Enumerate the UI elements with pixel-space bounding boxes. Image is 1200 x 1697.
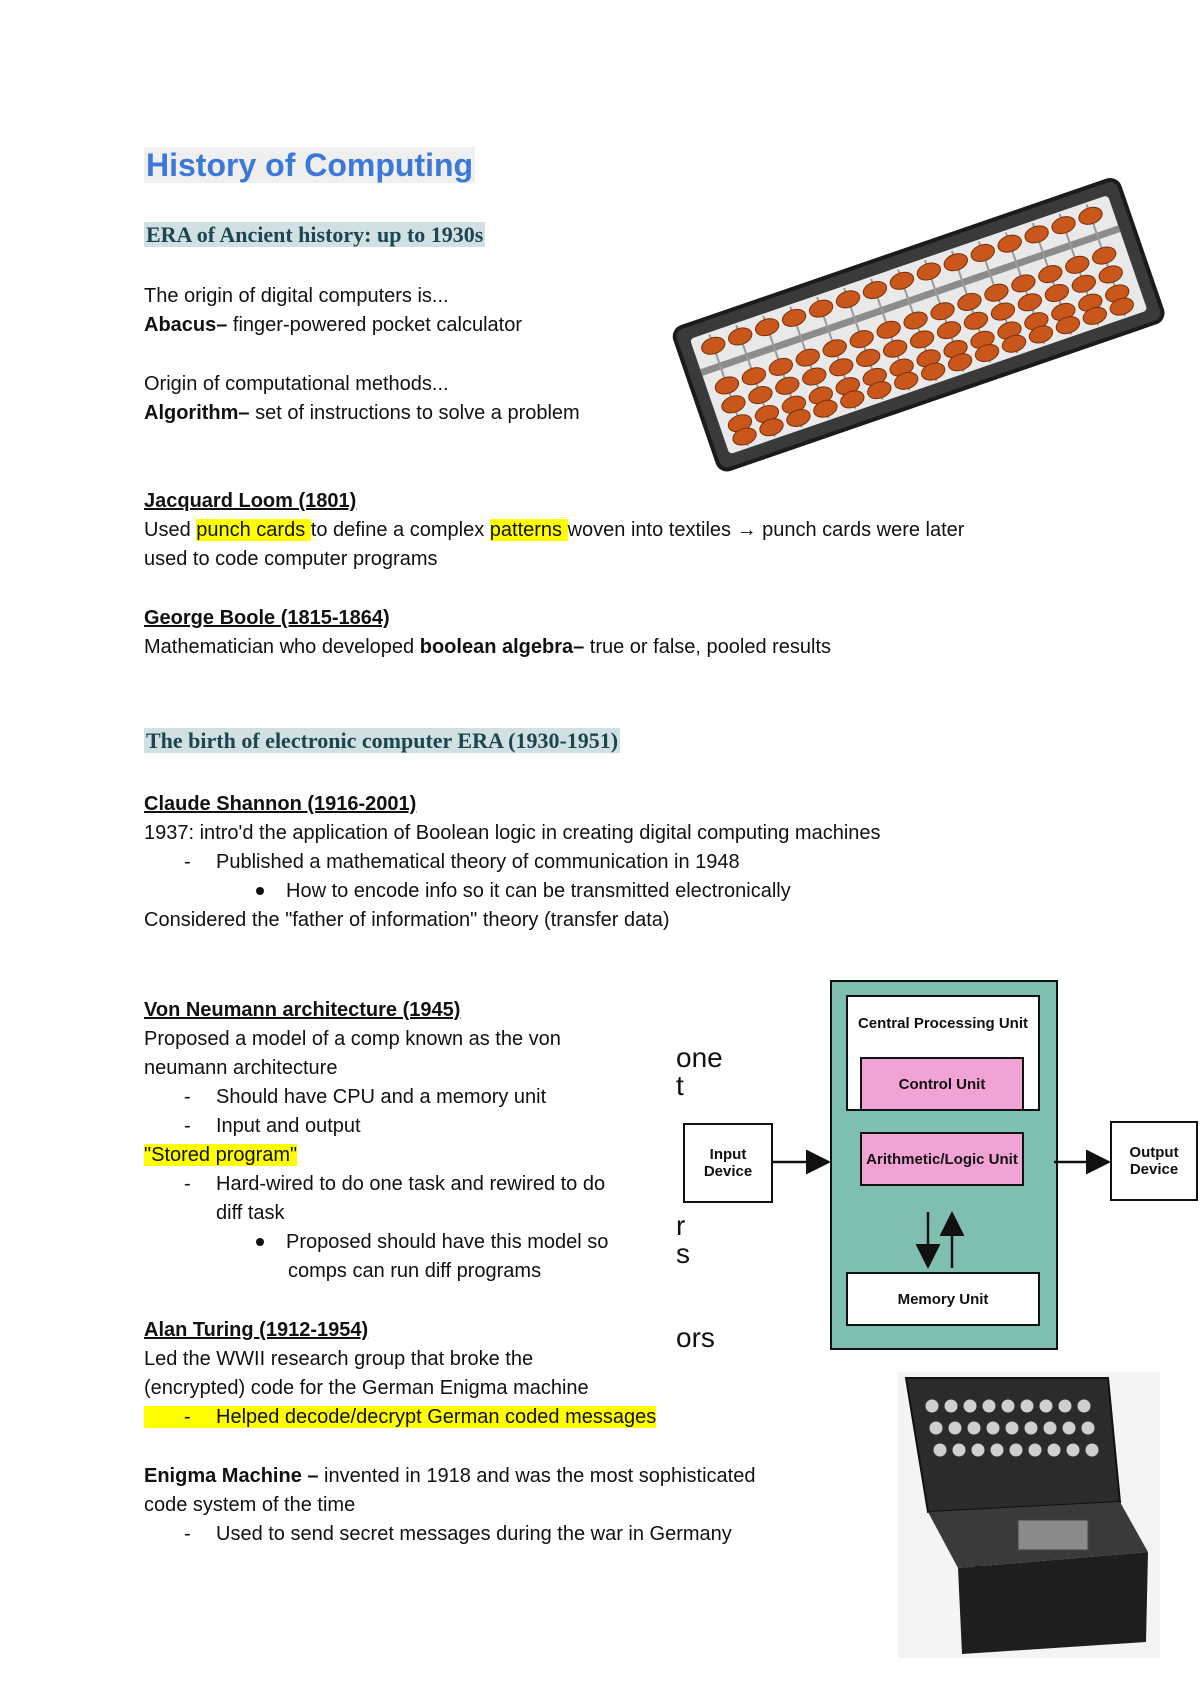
enigma-lamp [1044, 1422, 1057, 1435]
enigma-lamp [1048, 1444, 1061, 1457]
vonneumann-dash2: - Input and output [184, 1115, 361, 1137]
turing-dash1: - Helped decode/decrypt German coded messages [144, 1403, 656, 1432]
enigma-lamp [1078, 1400, 1091, 1413]
enigma-lamp [964, 1400, 977, 1413]
enigma-lamp [949, 1422, 962, 1435]
shannon-heading: Claude Shannon (1916-2001) [144, 793, 417, 815]
enigma-lamp [930, 1422, 943, 1435]
vonneumann-dash3-cont: diff task [216, 1202, 285, 1224]
vonneumann-bullet1: Proposed should have this model so [256, 1228, 608, 1257]
enigma-dash1: - Used to send secret messages during the war in Germany [184, 1523, 732, 1545]
enigma-lamp [1025, 1422, 1038, 1435]
fragment-text: s [676, 1238, 690, 1269]
turing-heading: Alan Turing (1912-1954) [144, 1319, 369, 1341]
enigma-line2: code system of the time [144, 1494, 356, 1516]
turing-line2: (encrypted) code for the German Enigma machine [144, 1377, 589, 1399]
alu-box: Arithmetic/Logic Unit [860, 1132, 1024, 1186]
enigma-lamp [1006, 1422, 1019, 1435]
enigma-lamp [991, 1444, 1004, 1457]
enigma-machine-image [898, 1372, 1160, 1658]
shannon-line1: 1937: intro'd the application of Boolean logic in creating digital computing machines [144, 822, 881, 844]
vonneumann-line1: Proposed a model of a comp known as the von [144, 1028, 561, 1050]
fragment-text: one [676, 1042, 723, 1073]
enigma-lamp [1063, 1422, 1076, 1435]
enigma-lamp [1002, 1400, 1015, 1413]
enigma-lamp [945, 1400, 958, 1413]
fragment-text: t [676, 1070, 684, 1101]
enigma-lamp [1040, 1400, 1053, 1413]
enigma-lamp [1021, 1400, 1034, 1413]
stored-program: "Stored program" [144, 1144, 298, 1166]
enigma-lamp [1086, 1444, 1099, 1457]
shannon-line4: Considered the "father of information" theory (transfer data) [144, 909, 670, 931]
abacus-definition: Abacus– finger-powered pocket calculator [144, 314, 522, 336]
vonneumann-bullet1-cont: comps can run diff programs [288, 1260, 542, 1282]
enigma-definition: Enigma Machine – invented in 1918 and was the most sophisticated [144, 1465, 756, 1487]
enigma-lamp [926, 1400, 939, 1413]
control-unit-box: Control Unit [860, 1057, 1024, 1111]
enigma-lamp [1059, 1400, 1072, 1413]
enigma-lamp [953, 1444, 966, 1457]
shannon-bullet1: How to encode info so it can be transmitted electronically [256, 877, 791, 906]
enigma-lamp [934, 1444, 947, 1457]
methods-line: Origin of computational methods... [144, 373, 449, 395]
memory-unit-box: Memory Unit [846, 1272, 1040, 1326]
enigma-lamp [987, 1422, 1000, 1435]
vonneumann-dash1: - Should have CPU and a memory unit [184, 1086, 547, 1108]
origin-line: The origin of digital computers is... [144, 285, 449, 307]
boole-text: Mathematician who developed boolean algebra– true or false, pooled results [144, 636, 832, 658]
jacquard-text: Used punch cards to define a complex patterns woven into textiles → punch cards were later [144, 519, 965, 541]
shannon-dash1: - Published a mathematical theory of communication in 1948 [184, 851, 740, 873]
boole-heading: George Boole (1815-1864) [144, 607, 390, 629]
enigma-lamp [1067, 1444, 1080, 1457]
enigma-lamp [972, 1444, 985, 1457]
enigma-lamp [1029, 1444, 1042, 1457]
input-device-box: Input Device [683, 1123, 773, 1203]
vonneumann-dash3: - Hard-wired to do one task and rewired to do [184, 1173, 606, 1195]
output-device-box: Output Device [1110, 1121, 1198, 1201]
enigma-lamp [1082, 1422, 1095, 1435]
section-heading-electronic: The birth of electronic computer ERA (1930-1951) [146, 728, 619, 753]
vonneumann-line2: neumann architecture [144, 1057, 338, 1079]
jacquard-text-line2: used to code computer programs [144, 548, 438, 570]
jacquard-heading: Jacquard Loom (1801) [144, 490, 357, 512]
enigma-lamp [983, 1400, 996, 1413]
cpu-label: Central Processing Unit [857, 1015, 1029, 1032]
section-heading-ancient: ERA of Ancient history: up to 1930s [146, 222, 484, 247]
fragment-text: ors [676, 1322, 715, 1353]
page-title: History of Computing [146, 147, 474, 183]
enigma-lamp [1010, 1444, 1023, 1457]
algorithm-definition: Algorithm– set of instructions to solve a problem [144, 402, 580, 424]
enigma-lamp [968, 1422, 981, 1435]
turing-line1: Led the WWII research group that broke the [144, 1348, 534, 1370]
fragment-text: r [676, 1210, 686, 1241]
vonneumann-heading: Von Neumann architecture (1945) [144, 999, 461, 1021]
